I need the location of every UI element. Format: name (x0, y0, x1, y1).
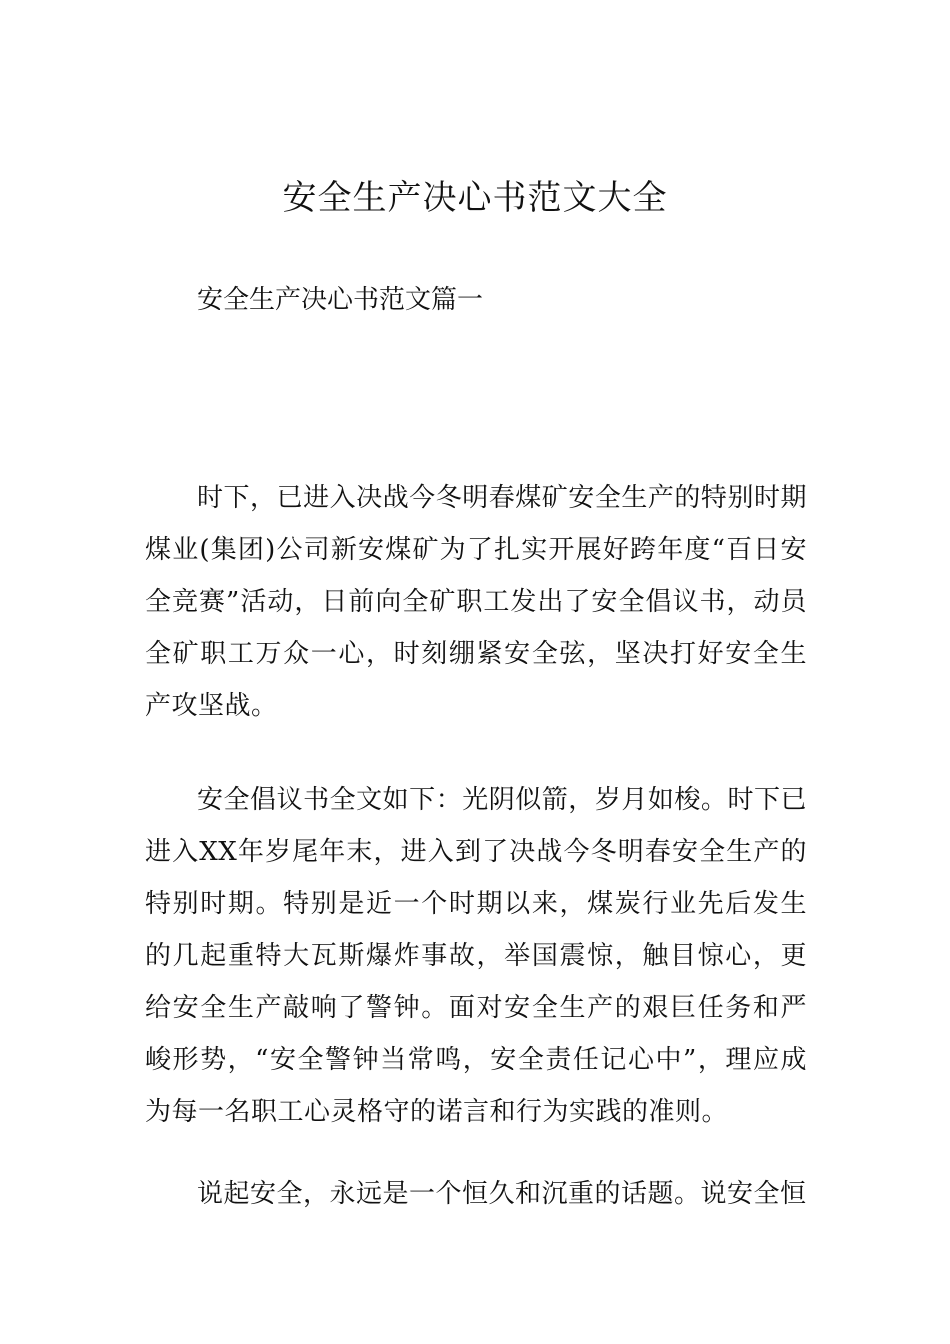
paragraph-1: 时下，已进入决战今冬明春煤矿安全生产的特别时期煤业(集团)公司新安煤矿为了扎实开展好跨年度“百日安全竞赛”活动，日前向全矿职工发出了安全倡议书，动员全矿职工万众一心，时刻绷紧安全弦，坚决打好安全生产攻坚战。 (145, 483, 807, 721)
paragraph-2: 安全倡议书全文如下：光阴似箭，岁月如梭。时下已进入XX年岁尾年末，进入到了决战今冬明春安全生产的特别时期。特别是近一个时期以来，煤炭行业先后发生的几起重特大瓦斯爆炸事故，举国震惊，触目惊心，更给安全生产敲响了警钟。面对安全生产的艰巨任务和严峻形势，“安全警钟当常鸣，安全责任记心中”，理应成为每一名职工心灵格守的诺言和行为实践的准则。 (145, 785, 807, 1127)
document-title: 安全生产决心书范文大全 (282, 178, 668, 218)
paragraph-3: 说起安全，永远是一个恒久和沉重的话题。说安全恒 (197, 1179, 807, 1209)
section-heading: 安全生产决心书范文篇一 (197, 285, 484, 315)
